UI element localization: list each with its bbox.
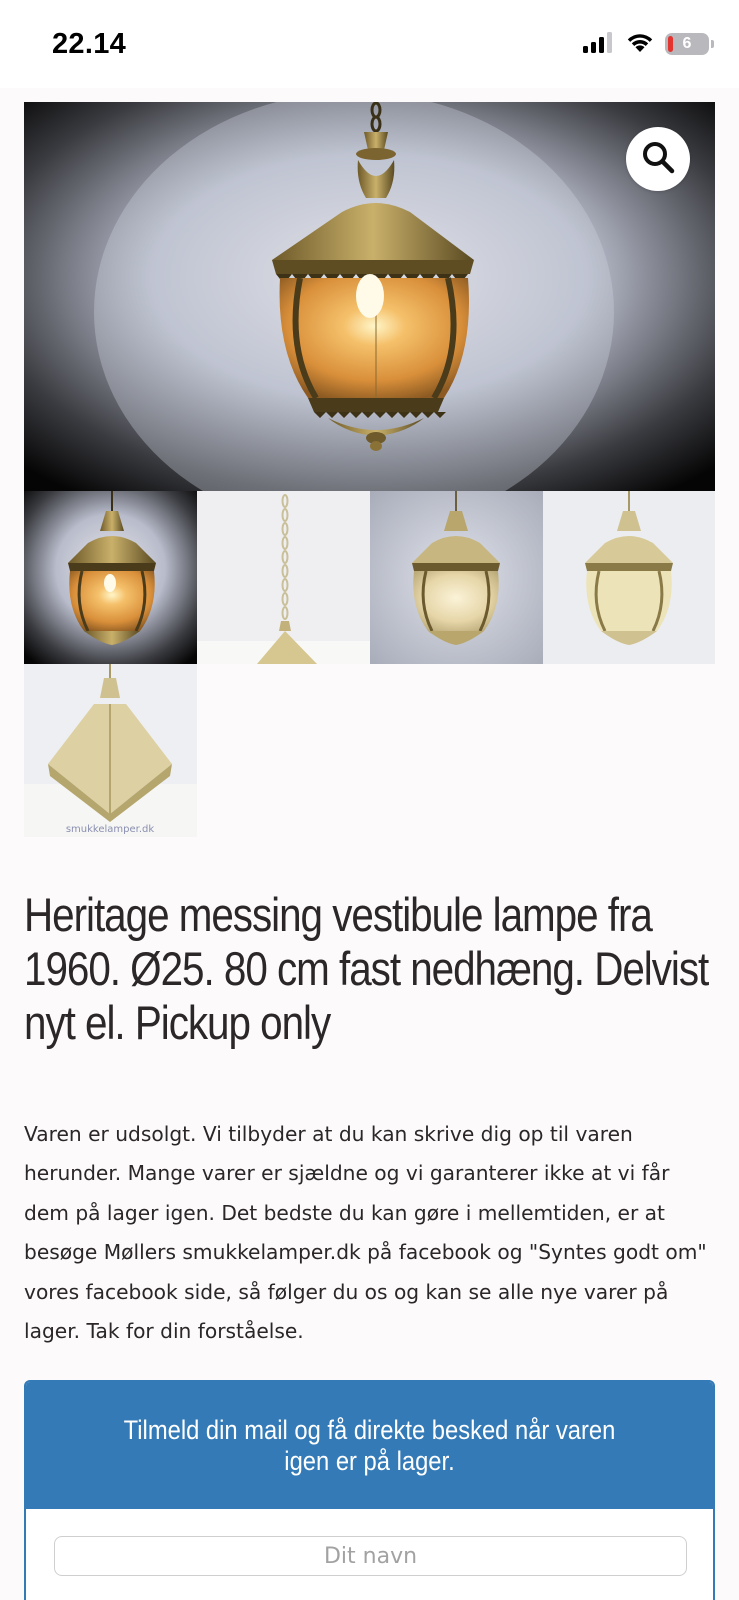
- notify-signup-box: [24, 1380, 715, 1600]
- name-input[interactable]: [54, 1536, 687, 1576]
- search-icon: [641, 140, 675, 178]
- status-time: 22.14: [52, 28, 127, 60]
- thumbnail-4[interactable]: [543, 491, 716, 664]
- status-icons: [583, 30, 709, 58]
- wifi-icon: [625, 31, 655, 57]
- status-bar: [0, 0, 739, 88]
- thumbnail-2[interactable]: [197, 491, 370, 664]
- zoom-button[interactable]: [626, 127, 690, 191]
- notify-header: [26, 1382, 713, 1509]
- notify-title: Tilmeld din mail og få direkte besked når varen igen er på lager.: [123, 1414, 616, 1476]
- watermark-text: smukkelamper.dk: [65, 824, 155, 835]
- product-title: Heritage messing vestibule lampe fra 1960. Ø25. 80 cm fast nedhæng. Delvist nyt el. Pickup only: [24, 888, 709, 1049]
- signal-icon: [583, 31, 615, 57]
- thumbnail-5[interactable]: [24, 664, 197, 837]
- thumbnail-3[interactable]: [370, 491, 543, 664]
- battery-cap: [711, 40, 714, 48]
- battery-level: 6: [682, 35, 692, 52]
- battery-icon: [665, 33, 709, 55]
- thumbnail-1[interactable]: [24, 491, 197, 664]
- product-description: Varen er udsolgt. Vi tilbyder at du kan skrive dig op til varen herunder. Mange varer er sjældne og vi garanterer ikke at vi får dem på lager igen. Det bedste du kan gøre i mellemtiden, er at besøge Møllers smukkelamper.dk på facebook og "Syntes godt om" vores facebook side, så følger du os og kan se alle nye varer på lager. Tak for din forståelse.: [24, 1122, 707, 1344]
- main-product-image[interactable]: [24, 102, 715, 491]
- battery-fill: [668, 36, 673, 52]
